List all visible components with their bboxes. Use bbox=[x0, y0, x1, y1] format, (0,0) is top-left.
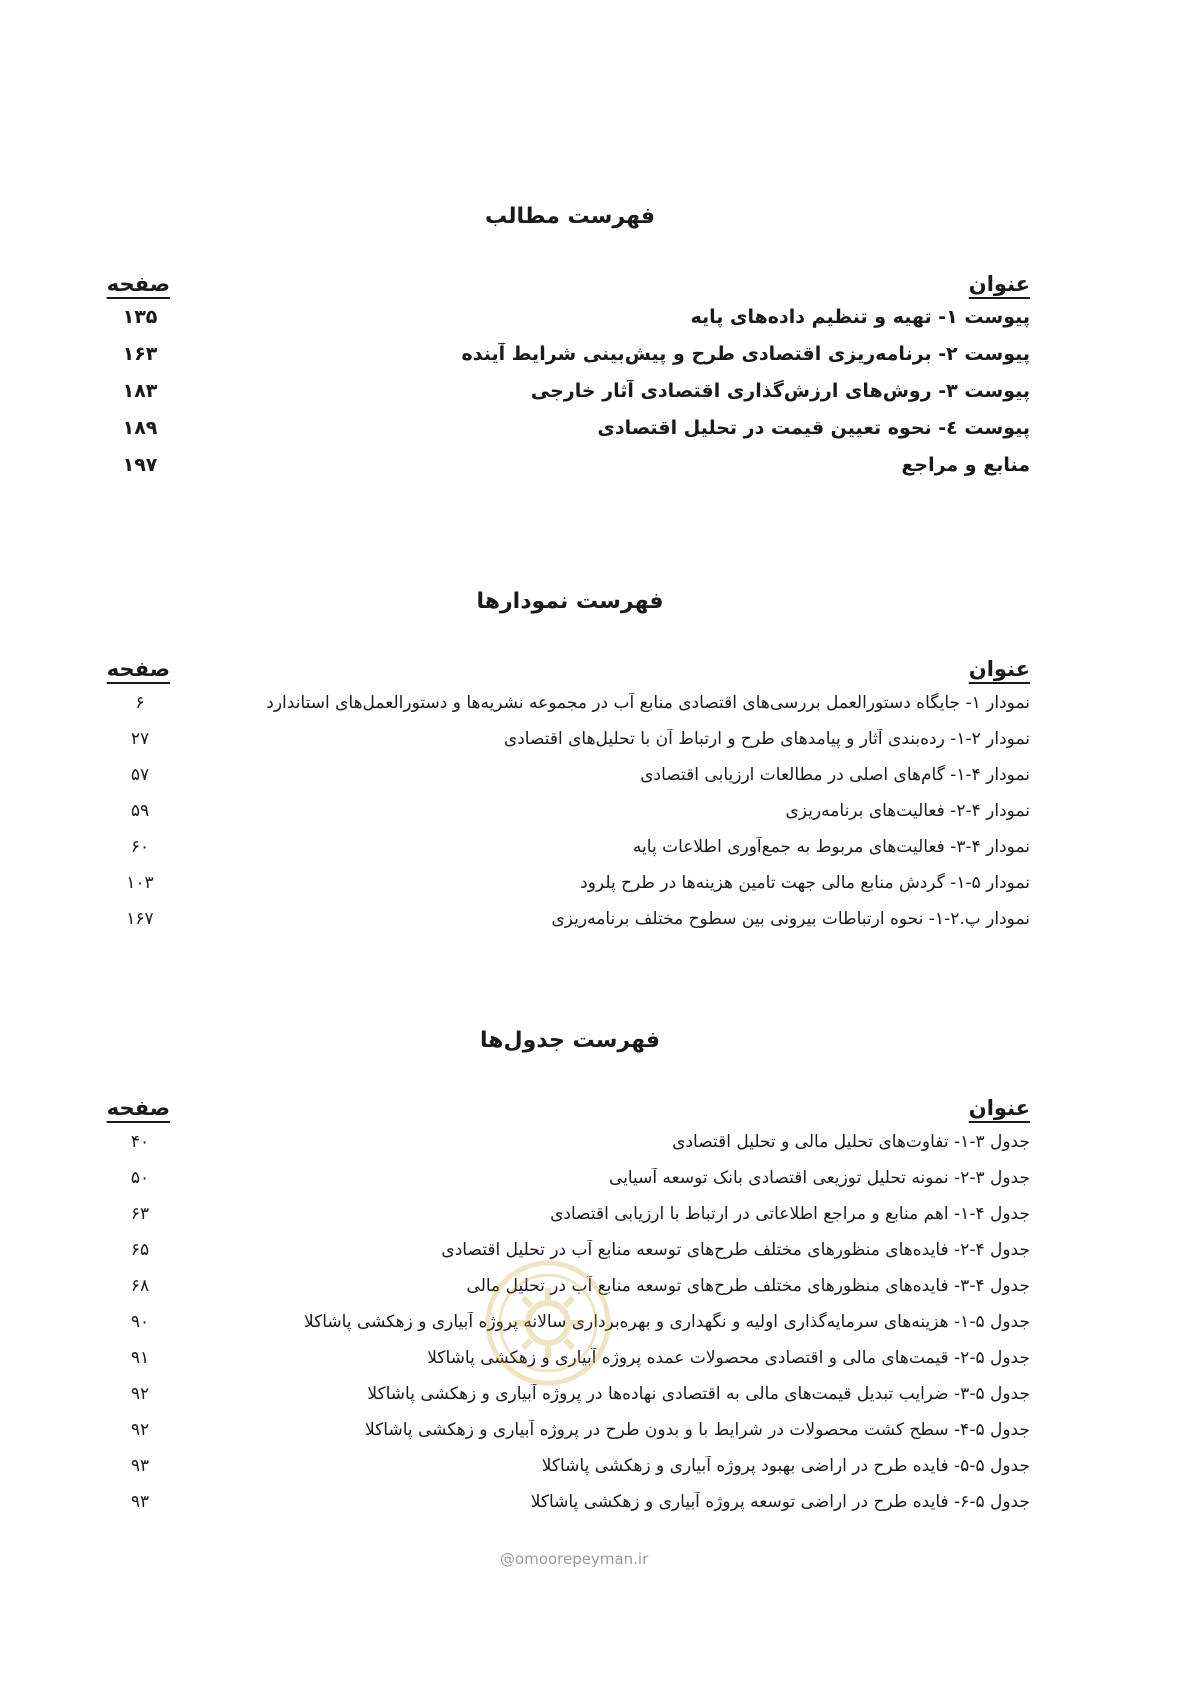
entry-title: جدول ۵-۴- سطح کشت محصولات در شرایط با و بدون طرح در پروژه آبیاری و زهکشی پاشاکلا bbox=[365, 1420, 1030, 1440]
entry-page: ۶ bbox=[135, 693, 145, 713]
entry-page: ۶۳ bbox=[130, 1204, 150, 1224]
chart-row[interactable] bbox=[110, 793, 1030, 829]
entry-page: ۱۶۳ bbox=[122, 342, 158, 365]
column-header-page: صفحه bbox=[106, 1096, 170, 1120]
entry-title: منابع و مراجع bbox=[901, 453, 1030, 476]
entry-page: ۱۸۹ bbox=[122, 416, 158, 439]
column-header-title: عنوان bbox=[968, 657, 1030, 681]
entry-title: پیوست ۱- تهیه و تنظیم داده‌های پایه bbox=[690, 305, 1030, 328]
table-row[interactable] bbox=[110, 1484, 1030, 1520]
entry-title: نمودار ۴-۱- گام‌های اصلی در مطالعات ارزیابی اقتصادی bbox=[640, 765, 1030, 785]
entry-page: ۶۸ bbox=[130, 1276, 150, 1296]
chart-row[interactable] bbox=[110, 829, 1030, 865]
charts-section bbox=[106, 585, 1030, 937]
table-row[interactable] bbox=[110, 1448, 1030, 1484]
entry-title: جدول ۴-۱- اهم منابع و مراجع اطلاعاتی در ارتباط با ارزیابی اقتصادی bbox=[550, 1204, 1030, 1224]
entry-title: پیوست ۲- برنامه‌ریزی اقتصادی طرح و پیش‌بینی شرایط آینده bbox=[461, 342, 1030, 365]
column-header-row bbox=[106, 647, 1030, 681]
entry-page: ۹۰ bbox=[130, 1312, 150, 1332]
entry-page: ۹۳ bbox=[130, 1492, 150, 1512]
entry-page: ۱۳۵ bbox=[122, 305, 158, 328]
toc-row[interactable] bbox=[110, 335, 1030, 372]
chart-row[interactable] bbox=[110, 865, 1030, 901]
entry-page: ۹۱ bbox=[130, 1348, 150, 1368]
chart-row[interactable] bbox=[110, 757, 1030, 793]
entry-page: ۱۸۳ bbox=[122, 379, 158, 402]
charts-list bbox=[110, 685, 1030, 937]
entry-page: ۶۵ bbox=[130, 1240, 150, 1260]
entry-title: نمودار ۵-۱- گردش منابع مالی جهت تامین هزینه‌ها در طرح پلرود bbox=[580, 873, 1030, 893]
entry-page: ۹۲ bbox=[130, 1384, 150, 1404]
entry-title: جدول ۵-۶- فایده طرح در اراضی توسعه پروژه آبیاری و زهکشی پاشاکلا bbox=[530, 1492, 1030, 1512]
entry-title: پیوست ٤- نحوه تعیین قیمت در تحلیل اقتصادی bbox=[597, 416, 1030, 439]
entry-title: جدول ۳-۱- تفاوت‌های تحلیل مالی و تحلیل اقتصادی bbox=[672, 1132, 1030, 1152]
entry-title: جدول ۴-۲- فایده‌های منظورهای مختلف طرح‌های توسعه منابع آب در تحلیل اقتصادی bbox=[441, 1240, 1030, 1260]
table-row[interactable] bbox=[110, 1196, 1030, 1232]
chart-row[interactable] bbox=[110, 901, 1030, 937]
toc-row[interactable] bbox=[110, 409, 1030, 446]
entry-title: جدول ۵-۵- فایده طرح در اراضی بهبود پروژه آبیاری و زهکشی پاشاکلا bbox=[541, 1456, 1030, 1476]
entry-page: ۵۰ bbox=[130, 1168, 150, 1188]
column-header-title: عنوان bbox=[968, 272, 1030, 296]
column-header-page: صفحه bbox=[106, 272, 170, 296]
table-row[interactable] bbox=[110, 1160, 1030, 1196]
entry-title: جدول ۵-۱- هزینه‌های سرمایه‌گذاری اولیه و نگهداری و بهره‌برداری سالانه پروژه آبیاری و زهکشی پاشاکلا bbox=[303, 1312, 1030, 1332]
entry-page: ۹۳ bbox=[130, 1456, 150, 1476]
column-header-title: عنوان bbox=[968, 1096, 1030, 1120]
toc-list bbox=[110, 298, 1030, 483]
entry-page: ۶۰ bbox=[130, 837, 150, 857]
entry-page: ۱۶۷ bbox=[126, 909, 154, 929]
entry-page: ۹۲ bbox=[130, 1420, 150, 1440]
column-header-row bbox=[106, 262, 1030, 296]
entry-page: ۱۰۳ bbox=[126, 873, 154, 893]
entry-title: جدول ۳-۲- نمونه تحلیل توزیعی اقتصادی بانک توسعه آسیایی bbox=[608, 1168, 1030, 1188]
seal-logo-icon bbox=[483, 1258, 613, 1388]
toc-section bbox=[106, 200, 1030, 483]
chart-row[interactable] bbox=[110, 721, 1030, 757]
section-title: فهرست نمودارها bbox=[476, 589, 664, 614]
entry-title: نمودار ۴-۲- فعالیت‌های برنامه‌ریزی bbox=[785, 801, 1030, 821]
table-row[interactable] bbox=[110, 1412, 1030, 1448]
entry-page: ۱۹۷ bbox=[122, 453, 158, 476]
entry-page: ۴۰ bbox=[130, 1132, 150, 1152]
column-header-row bbox=[106, 1086, 1030, 1120]
toc-row[interactable] bbox=[110, 298, 1030, 335]
entry-page: ۵۷ bbox=[130, 765, 150, 785]
entry-title: جدول ۴-۳- فایده‌های منظورهای مختلف طرح‌های توسعه منابع آب در تحلیل مالی bbox=[466, 1276, 1030, 1296]
entry-title: نمودار ۲-۱- رده‌بندی آثار و پیامدهای طرح و ارتباط آن با تحلیل‌های اقتصادی bbox=[503, 729, 1030, 749]
entry-title: نمودار ۴-۳- فعالیت‌های مربوط به جمع‌آوری اطلاعات پایه bbox=[632, 837, 1030, 857]
column-header-page: صفحه bbox=[106, 657, 170, 681]
entry-title: جدول ۵-۲- قیمت‌های مالی و اقتصادی محصولات عمده پروژه آبیاری و زهکشی پاشاکلا bbox=[427, 1348, 1030, 1368]
section-title: فهرست مطالب bbox=[484, 204, 656, 229]
watermark-site: @omoorepeyman.ir bbox=[500, 1550, 649, 1568]
entry-title: پیوست ۳- روش‌های ارزش‌گذاری اقتصادی آثار خارجی bbox=[530, 379, 1030, 402]
table-row[interactable] bbox=[110, 1124, 1030, 1160]
entry-title: نمودار ۱- جایگاه دستورالعمل بررسی‌های اقتصادی منابع آب در مجموعه نشریه‌ها و دستورالعمل‌های استاندارد bbox=[266, 693, 1030, 713]
entry-title: جدول ۵-۳- ضرایب تبدیل قیمت‌های مالی به اقتصادی نهاده‌ها در پروژه آبیاری و زهکشی پاشاکلا bbox=[367, 1384, 1030, 1404]
entry-title: نمودار پ.۲-۱- نحوه ارتباطات بیرونی بین سطوح مختلف برنامه‌ریزی bbox=[551, 909, 1030, 929]
section-title: فهرست جدول‌ها bbox=[479, 1028, 661, 1053]
entry-page: ۲۷ bbox=[130, 729, 150, 749]
entry-page: ۵۹ bbox=[130, 801, 150, 821]
toc-row[interactable] bbox=[110, 446, 1030, 483]
chart-row[interactable] bbox=[110, 685, 1030, 721]
toc-row[interactable] bbox=[110, 372, 1030, 409]
